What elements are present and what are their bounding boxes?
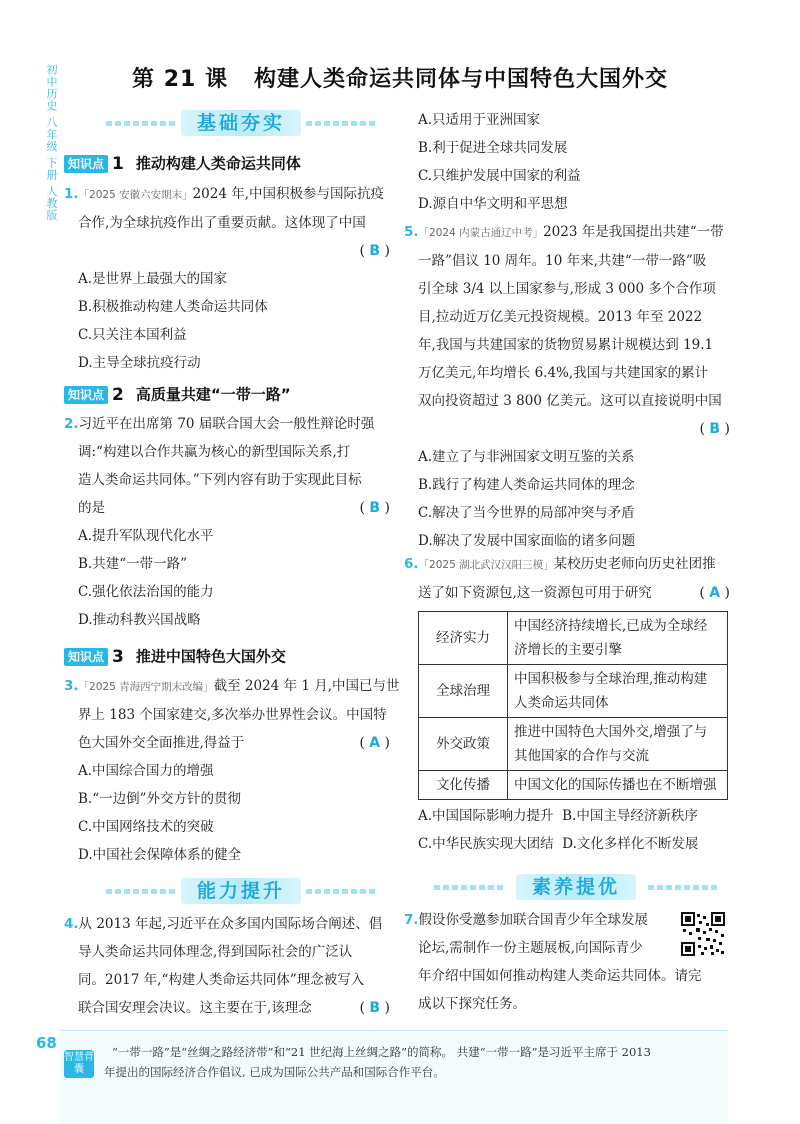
question-4: 4.从 2013 年起,习近平在众多国内国际场合阐述、倡 导人类命运共同体理念,得到国际社会的广泛认 同。2017 年,“构建人类命运共同体”理念被写入 联合国安理会决议。这主要在于,该理念 ( B ) (64, 916, 390, 1016)
table-cell-key: 外交政策 (419, 718, 508, 771)
table-row (419, 612, 728, 665)
table-row (419, 665, 728, 718)
table-cell-value: 中国文化的国际传播也在不断增强 (508, 771, 728, 800)
footer-tip-line1: “一带一路”是“丝绸之路经济带”和“21 世纪海上丝绸之路”的简称。 共建“一带一路”是习近平主席于 2013 (112, 1045, 651, 1059)
question-2: 2.习近平在出席第 70 届联合国大会一般性辩论时强 调:“构建以合作共赢为核心的新型国际关系,打 造人类命运共同体。”下列内容有助于实现此目标 的是 ( B ) A.提升军队现代化水平 B.共建“一带一路” C.强化依法治国的能力 D.推动科教兴国战略 (64, 416, 390, 628)
kp3-heading: 知识点 3 推进中国特色大国外交 (64, 645, 286, 667)
title-num: 21 (163, 67, 197, 92)
question-1: 1.「2025 安徽六安期末」2024 年,中国积极参与国际抗疫 合作,为全球抗疫作出了重要贡献。这体现了中国 ( B ) A.是世界上最强大的国家 B.积极推动构建人类命运共同体 C.只关注本国利益 D.主导全球抗疫行动 (64, 186, 390, 371)
table-cell-value: 中国积极参与全球治理,推动构建 人类命运共同体 (508, 665, 728, 718)
question-7: 7.假设你受邀参加联合国青少年全球发展 论坛,需制作一份主题展板,向国际青少 年介绍中国如何推动构建人类命运共同体。请完 成以下探究任务。 (404, 912, 702, 1012)
footer-panel (60, 1030, 728, 1124)
question-6-options: A.中国国际影响力提升 B.中国主导经济新秩序 C.中华民族实现大团结 D.文化多样化不断发展 (418, 808, 699, 852)
q3-answer: A (369, 735, 381, 751)
side-label: 初中历史 八年级 下册 人教版 (45, 64, 58, 222)
section-literacy: 素养提优 (424, 872, 728, 902)
title-suffix: 课 (204, 67, 228, 92)
qr-code-icon[interactable] (681, 912, 725, 956)
table-cell-key: 文化传播 (419, 771, 508, 800)
q6-answer: A (709, 585, 721, 601)
kp2-heading: 知识点 2 高质量共建“一带一路” (64, 383, 291, 405)
q4-answer: B (369, 1000, 381, 1016)
footer-tip-line2: 年提出的国际经济合作倡议, 已成为国际公共产品和国际合作平台。 (104, 1065, 445, 1079)
section-basic: 基础夯实 (96, 108, 386, 138)
q2-answer: B (369, 500, 381, 516)
section-ability: 能力提升 (96, 876, 386, 906)
table-row (419, 771, 728, 800)
question-6: 6.「2025 湖北武汉汉阳三模」某校历史老师向历史社团推 送了如下资源包,这一资源包可用于研究 ( A ) (404, 556, 730, 601)
q5-answer: B (709, 421, 721, 437)
q1-answer: B (369, 243, 381, 259)
kp1-heading: 知识点 1 推动构建人类命运共同体 (64, 152, 301, 174)
page-number: 68 (36, 1034, 57, 1052)
table-cell-value: 中国经济持续增长,已成为全球经 济增长的主要引擎 (508, 612, 728, 665)
table-cell-key: 经济实力 (419, 612, 508, 665)
title-text: 构建人类命运共同体与中国特色大国外交 (253, 67, 668, 92)
table-cell-key: 全球治理 (419, 665, 508, 718)
question-3: 3.「2025 青海西宁期末改编」截至 2024 年 1 月,中国已与世 界上 183 个国家建交,多次举办世界性会议。中国特 色大国外交全面推进,得益于 ( A ) A.中国综合国力的增强 B.“一边倒”外交方针的贯彻 C.中国网络技术的突破 D.中国社会保障体系的健全 (64, 678, 400, 863)
table-row (419, 718, 728, 771)
question-5: 5.「2024 内蒙古通辽中考」2023 年是我国提出共建“一带 一路”倡议 10 周年。10 年来,共建“一带一路”吸 引全球 3/4 以上国家参与,形成 3 000 多个合作项 目,拉动近万亿美元投资规模。2013 年至 2022 年,我国与共建国家的货物贸易累计规模达到 19.1 万亿美元,年均增长 6.4%,我国与共建国家的累计 双向投资超过 3 800 亿美元。这可以直接说明中国 ( B ) A.建立了与非洲国家文明互鉴的关系 B.践行了构建人类命运共同体的理念 C.解决了当今世界的局部冲突与矛盾 D.解决了发展中国家面临的诸多问题 (404, 224, 730, 549)
wisdom-bag-badge: 智慧背囊 (64, 1050, 94, 1078)
title-prefix: 第 (132, 67, 156, 92)
question-4-options: A.只适用于亚洲国家 B.利于促进全球共同发展 C.只维护发展中国家的利益 D.源自中华文明和平思想 (418, 112, 581, 212)
resource-table (418, 611, 728, 800)
page-title (0, 62, 800, 93)
table-cell-value: 推进中国特色大国外交,增强了与 其他国家的合作与交流 (508, 718, 728, 771)
